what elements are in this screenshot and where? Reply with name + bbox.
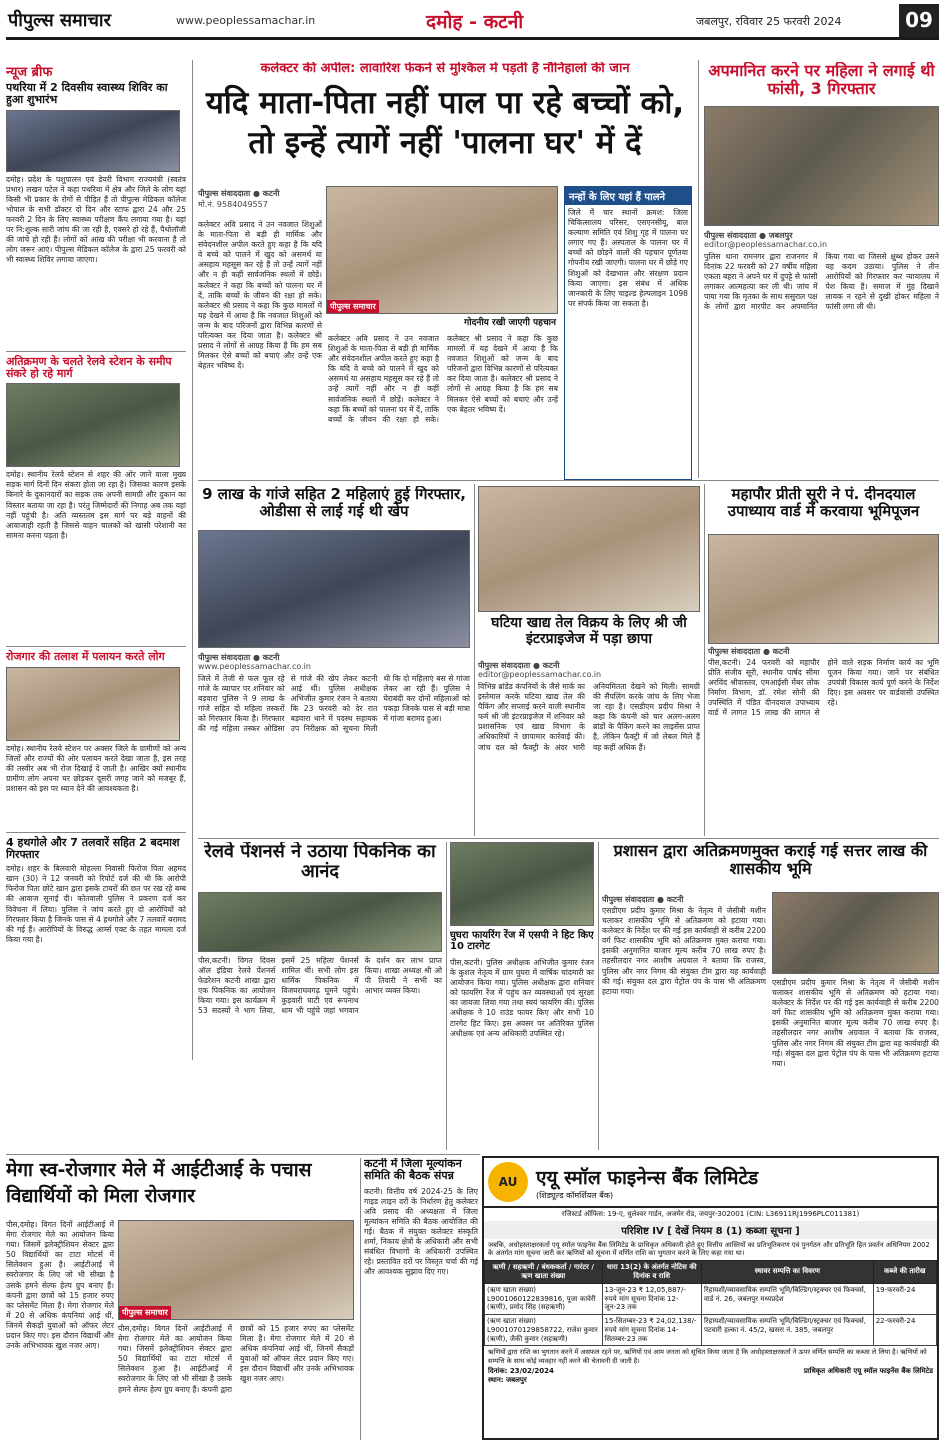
story-ganja <box>198 486 470 836</box>
dateline: जबलपुर, रविवार 25 फरवरी 2024 <box>696 15 842 28</box>
ad-col-date: कब्जे की तारीख <box>873 1260 936 1283</box>
lead-box-text: जिले में चार स्थानों क्रमश: जिला चिकित्सालय परिसर, एसएनसीयू, बाल कल्याण समिति एवं शिशु गृह में पालना घर लगाए गए हैं। अस्पताल के पालना घर में बच्चों को छोड़ने वालों की पहचान पूर्णतया गोपनीय रखी जाएगी। पालना घर में छोड़े गए शिशुओं को देखभाल और संरक्षण प्रदान किया जाएगा। इस संबंध में अधिक जानकारी के लिए चाइल्ड हेल्पलाइन 1098 पर संपर्क किया जा सकता है। <box>568 208 688 308</box>
ad-cell: 19-फरवरी-24 <box>873 1283 936 1314</box>
hang-photo <box>704 106 939 226</box>
edition-title: दमोह - कटनी <box>426 11 524 33</box>
ad-date: दिनांक: 23/02/2024 <box>488 1366 554 1375</box>
lead-text-col1: कलेक्टर अवि प्रसाद ने उन नवजात शिशुओं के माता-पिता से बड़ी ही मार्मिक और संवेदनशील अपील करते हुए कहा है कि यदि वे बच्चे को पालने में खुद को असमर्थ या असहाय महसूस कर रहे हैं तो उन्हें त्यागें नहीं और न ही कहीं सार्वजनिक स्थलों में छोड़ें। कलेक्टर ने कहा कि बच्चों को पालना घर में दें, ताकि बच्चों के जीवन की रक्षा हो सके। कलेक्टर श्री प्रसाद ने कहा कि कुछ मामलों में यह देखने में आया है कि नवजात शिशुओं को जन्म के बाद परिजनों द्वारा विभिन्न कारणों से परित्यक्त कर दिया जाता है। कलेक्टर श्री प्रसाद ने लोगों से आग्रह किया है कि हम सब मिलकर ऐसे बच्चों को बचाएं और उन्हें एक बेहतर भविष्य दें। <box>198 220 322 371</box>
ad-cell: 13-जून-23 ₹ 12,05,887/- रुपये मांग सूचना दिनांक 12-जून-23 तक <box>602 1283 701 1314</box>
lead-sidebox <box>564 186 692 480</box>
oil-text: विभिन्न ब्रांडेड कंपनियों के जैसे मार्क का इस्तेमाल करके घटिया खाद्य तेल की पैकिंग और सप्लाई करने वाली स्थानीय फर्म श्री जी इंटरप्राइजेज में शनिवार को प्रशासनिक एवं खाद्य विभाग के अधिकारियों ने छापामार कार्रवाई की। जांच दल को फैक्ट्री के अंदर भारी अनियमितता देखने को मिली। सामग्री की सैंपलिंग करके जांच के लिए भेजा जा रहा है। एसडीएम प्रदीप मिश्रा ने कहा कि कंपनी को चार अलग-अलग ब्रांडों के पैकिंग करने का लाइसेंस प्राप्त है, लेकिन फैक्ट्री में जो लेबल मिले हैं वह कहीं अधिक हैं। <box>478 682 700 752</box>
ad-table <box>484 1260 937 1347</box>
bank-logo: AU <box>488 1162 528 1202</box>
ganja-text: जिले में तेजी से फल फूल रहे गांजे के व्यापार पर शनिवार को बड़वारा पुलिस ने 9 लाख के गांजे सहित दो महिला तस्करों को गिरफ्तार किया है। गिरफ्तार की गई महिला तस्कर ओडिसा से गांजे की खेप लेकर कटनी आई थीं। पुलिस अधीक्षक अभिजीत कुमार रंजन ने बताया कि 23 फरवरी को देर रात बड़वारा थाने में पदस्थ सहायक उप निरीक्षक को सूचना मिली थी कि दो महिलाएं बस से गांजा लेकर आ रही हैं। पुलिस ने घेराबंदी कर दोनों महिलाओं को पकड़ा जिनके पास से बड़ी मात्रा में गांजा बरामद हुआ। <box>198 674 470 734</box>
table-row <box>485 1283 937 1314</box>
iti-photo <box>118 1220 354 1320</box>
site-url[interactable]: www.peoplessamachar.in <box>176 14 316 27</box>
oil-byline: पीपुल्स संवाददाता ● कटनी <box>478 661 560 670</box>
oil-photo <box>478 486 700 612</box>
brief-2-title[interactable]: अतिक्रमण के चलते रेलवे स्टेशन के समीप संकरे हो रहे मार्ग <box>6 351 186 381</box>
page-number: 09 <box>899 4 939 37</box>
iti-photo-tag: पीपुल्स समाचार <box>119 1306 171 1319</box>
masthead <box>6 4 939 40</box>
brief-1-title[interactable]: पथरिया में 2 दिवसीय स्वास्थ्य शिविर का हुआ शुभारंभ <box>6 81 168 107</box>
lead-story <box>198 62 692 482</box>
ad-title: एयू स्मॉल फाइनेन्स बैंक लिमिटेड <box>536 1166 759 1189</box>
brand-logo[interactable]: पीपुल्स समाचार <box>8 10 111 31</box>
encroach-text-col2: एसडीएम प्रदीप कुमार मिश्रा के नेतृत्व में जेसीबी मशीन चलाकर शासकीय भूमि से अतिक्रमण को हटाया गया। कलेक्टर के निर्देश पर की गई इस कार्यवाही से करीब 2200 वर्ग फिट शासकीय भूमि को अतिक्रमण मुक्त कराया गया। इसकी अनुमानित बाजार मूल्य करीब 70 लाख रुपए है। तहसीलदार नगर आशीष अग्रवाल ने बताया कि राजस्व, पुलिस और नगर निगम की संयुक्त टीम द्वारा यह कार्यवाही की गई। संयुक्त दल द्वारा पेट्रोल पंप के पास भी अतिक्रमण हटाया गया। <box>772 978 939 1068</box>
news-brief-column <box>6 62 186 1062</box>
encroach-text-col1: एसडीएम प्रदीप कुमार मिश्रा के नेतृत्व में जेसीबी मशीन चलाकर शासकीय भूमि से अतिक्रमण को हटाया गया। कलेक्टर के निर्देश पर की गई इस कार्यवाही से करीब 2200 वर्ग फिट शासकीय भूमि को अतिक्रमण मुक्त कराया गया। इसकी अनुमानित बाजार मूल्य करीब 70 लाख रुपए है। तहसीलदार नगर आशीष अग्रवाल ने बताया कि राजस्व, पुलिस और नगर निगम की संयुक्त टीम द्वारा यह कार्यवाही की गई। संयुक्त दल द्वारा पेट्रोल पंप के पास भी अतिक्रमण हटाया गया। <box>602 906 766 996</box>
brief-3-text: दमोह। स्थानीय रेलवे स्टेशन पर अक्सर जिले के ग्रामीणों को अन्य जिलों और राज्यों की ओर पलायन करते देखा जाता है, इस तरह की तस्वीर अब भी रोज दिखाई दे जाती है। आखिर क्यों स्थानीय ग्रामीण लोग अपना घर छोड़कर दूसरी जगह जाने को मजबूर हैं, प्रशासन को इस पर ध्यान देने की आवश्यकता है। <box>6 743 186 793</box>
ad-cell: रिहायशी/व्यावसायिक सम्पत्ति भूमि/बिल्डिंग/स्ट्रक्चर एवं फिक्चर्स, वार्ड नं. 26, जबलपुर मध्यप्रदेश <box>701 1283 873 1314</box>
firing-headline[interactable]: घुघरा फायरिंग रेंज में एसपी ने हिट किए 10 टारगेट <box>450 930 594 953</box>
firing-photo <box>450 842 594 926</box>
ad-office: रजिस्टर्ड ऑफिस: 19-ए, धुलेश्वर गार्डन, अजमेर रोड, जयपुर-302001 (CIN: L36911RJ1996PLC011381) <box>561 1210 860 1218</box>
bhoomi-headline[interactable]: महापौर प्रीती सूरी ने पं. दीनदयाल उपाध्याय वार्ड में करवाया भूमिपूजन <box>727 486 920 520</box>
brief-2-text: दमोह। स्थानीय रेलवे स्टेशन से शहर की ओर जाने वाला मुख्य सड़क मार्ग दिनों दिन संकरा होता जा रहा है। जिसका कारण इसके किनारे के दुकानदारों का सड़क तक अपनी सामग्री और दुकान का विस्तार बताया जा रहा है। परंतु जिम्मेदारों की निगाह अब तक यहां नहीं पहुंची है। अति व्यस्ततम इस मार्ग पर बड़े वाहनों की आवाजाही रहती है जिससे वाहन चालकों को खासी परेशानी का सामना करना पड़ता है। <box>6 470 186 540</box>
ad-notice: परिशिष्ट IV [ देखें नियम 8 (1) कब्जा सूचना ] <box>484 1221 937 1239</box>
pension-photo <box>198 892 442 952</box>
lead-text-col2: कलेक्टर अवि प्रसाद ने उन नवजात शिशुओं के माता-पिता से बड़ी ही मार्मिक और संवेदनशील अपील करते हुए कहा है कि यदि वे बच्चे को पालने में खुद को असमर्थ या असहाय महसूस कर रहे हैं तो उन्हें त्यागें नहीं और न ही कहीं सार्वजनिक स्थलों में छोड़ें। कलेक्टर ने कहा कि बच्चों को पालना घर में दें, ताकि बच्चों के जीवन की रक्षा हो सके। कलेक्टर श्री प्रसाद ने कहा कि कुछ मामलों में यह देखने में आया है कि नवजात शिशुओं को जन्म के बाद परिजनों द्वारा विभिन्न कारणों से परित्यक्त कर दिया जाता है। कलेक्टर श्री प्रसाद ने लोगों से आग्रह किया है कि हम सब मिलकर ऐसे बच्चों को बचाएं और उन्हें एक बेहतर भविष्य दें। <box>328 334 558 424</box>
ad-col-borrower: ऋणी / सहऋणी / बंधककर्ता / गारंटर / ऋण खाता संख्या <box>485 1260 603 1283</box>
oil-headline[interactable]: घटिया खाद्य तेल विक्रय के लिए श्री जी इंटरप्राइजेज में पड़ा छापा <box>491 615 687 647</box>
story-pension <box>198 842 442 1152</box>
story-firing <box>450 842 594 1152</box>
brief-1-text: दमोह। प्रदेश के पशुपालन एवं डेयरी विभाग राज्यमंत्री (स्वतंत्र प्रभार) लखन पटेल ने कहा पथरिया में क्षेत्र और जिले के लोग यहां किसी भी प्रकार के रोगों से पीड़ित हैं तो पीपुल्स मेडिकल कॉलेज भोपाल के सभी डॉक्टर दो दिन और स्टाफ द्वारा 24 और 25 फरवरी 2 दिन के लिए स्वास्थ्य परीक्षण कैंप लगाया गया है। यहां पर नि:शुल्क सारी जांच की जा रही है, एक्सरे हो रहे हैं, पैथोलॉजी की जांचे हो रही हैं। लोगों को आंख की परीक्षा भी करवाना है तो लोग जरूर आएं। पीपुल्स मेडिकल कॉलेज के द्वारा 25 फरवरी को भी स्वास्थ्य शिविर लगाया जाएगा। <box>6 174 186 265</box>
brief-3-title[interactable]: रोजगार की तलाश में पलायन करते लोग <box>6 646 186 663</box>
meeting-headline[interactable]: कटनी में जिला मूल्यांकन समिति की बैठक संपन्न <box>364 1158 462 1183</box>
ad-cell: (ऋण खाता संख्या) L9001060122839816, पूजा कावेरी (ऋणी), प्रमोद सिंह (सहऋणी) <box>485 1283 603 1314</box>
story-iti <box>6 1158 356 1440</box>
hang-byline: पीपुल्स संवाददाता ● जबलपुर <box>704 231 793 240</box>
ad-footer: ऋणियों द्वारा राशि का भुगतान करने में असफल रहने पर, ऋणियों एवं आम जनता को सूचित किया जाता है कि अधोहस्ताक्षरकर्ता ने ऊपर वर्णित सम्पत्ति का कब्जा ले लिया है। ऋणियों को सम्पत्ति के साथ कोई व्यवहार नहीं करने की चेतावनी दी जाती है। <box>488 1348 927 1365</box>
brief-4-title[interactable]: 4 हथगोले और 7 तलवारें सहित 2 बदमाश गिरफ्तार <box>6 832 186 862</box>
bank-notice-ad <box>482 1156 939 1440</box>
brief-3-photo <box>6 667 180 741</box>
ganja-site[interactable]: www.peoplessamachar.co.in <box>198 662 311 671</box>
pension-text: पीस,कटनी। विगत दिवस ऑल इंडिया रेलवे पेंशनर्स फेडरेशन कटनी शाखा द्वारा एक पिकनिक का आयोजन किया गया। इस कार्यक्रम में 53 सदस्यों ने भाग लिया, इसमें 25 महिला पेंशनर्स शामिल थीं। सभी लोग इस धार्मिक पिकनिक में विजयराघवगढ़ घूमने पहुंचे। कुड़वारी घाटी एवं रूपनाथ धाम भी पहुंचे जहां भगवान के दर्शन कर लाभ प्राप्त किया। शाखा अध्यक्ष श्री ओ पी तिवारी ने सभी का आभार व्यक्त किया। <box>198 956 442 1016</box>
lead-kicker: कलेक्टर की अपील: लावारिश फेकने से मुश्किल में पड़ती है नौनिहालों की जान <box>260 62 630 76</box>
ad-sign: प्राधिकृत अधिकारी एयू स्मॉल फाइनेंस बैंक लिमिटेड <box>803 1366 933 1375</box>
ad-col-property: स्थावर सम्पत्ति का विवरण <box>701 1260 873 1283</box>
story-oil <box>478 486 700 836</box>
encroach-photo <box>772 892 939 974</box>
meeting-text: कटनी। वित्तीय वर्ष 2024-25 के लिए गाइड लाइन दरों के निर्धारण हेतु कलेक्टर अवि प्रसाद की अध्यक्षता में जिला मूल्यांकन समिति की बैठक आयोजित की गई। बैठक में संयुक्त कलेक्टर संस्कृति शर्मा, निकाय क्षेत्रों के अधिकारी और सभी संबंधित विभागों के अधिकारी उपस्थित रहे। प्रस्तावित दरों पर विस्तृत चर्चा की गई और आवश्यक सुझाव दिए गए। <box>364 1186 478 1277</box>
encroach-headline[interactable]: प्रशासन द्वारा अतिक्रमणमुक्त कराई गई सत्तर लाख की शासकीय भूमि <box>613 842 928 878</box>
lead-mobile: मो.नं. 9584049557 <box>198 200 268 209</box>
lead-photo-caption: गोदनीय रखी जाएगी पहचान <box>464 318 556 328</box>
brief-label: न्यूज ब्रीफ <box>6 65 53 80</box>
encroach-byline: पीपुल्स संवाददाता ● कटनी <box>602 895 684 904</box>
hang-headline[interactable]: अपमानित करने पर महिला ने लगाई थी फांसी, 3 गिरफ्तार <box>708 62 935 98</box>
iti-text-col1: पीस,दमोह। विगत दिनों आईटीआई में मेगा रोजगार मेले का आयोजन किया गया। जिसमें इलेक्ट्रीशियन सेक्टर द्वारा 50 विद्यार्थियों का टाटा मोटर्स में सिलेक्शन हुआ है। आईटीआई में स्वरोजगार के लिए जो भी सीखा है उसके हमने सेल्फ हेल्प ग्रुप बनाए हैं। कंपनी द्वारा छात्रों को 15 हजार रुपए का प्लेसमेंट मिला है। मेगा रोजगार मेले में 20 से अधिक कंपनियां आई थीं, जिनमें सैकड़ों युवाओं को ऑफर लेटर प्रदान किए गए। इस दौरान विद्यार्थी और उनके अभिभावक खुश नजर आए। <box>6 1220 114 1351</box>
bhoomi-photo <box>708 534 939 644</box>
story-hang <box>704 62 939 478</box>
lead-box-title: नन्हों के लिए यहां हैं पालने <box>565 187 691 205</box>
brief-2-photo <box>6 383 180 467</box>
ad-cell: (ऋण खाता संख्या) L9001070129858722, राजेश कुमार (ऋणी), जैकी कुमार (सहऋणी) <box>485 1315 603 1346</box>
ganja-photo <box>198 530 470 648</box>
brief-1-photo <box>6 110 180 172</box>
lead-byline: पीपुल्स संवाददाता ● कटनी <box>198 189 280 198</box>
ad-col-notice: धारा 13(2) के अंतर्गत नोटिस की दिनांक व राशि <box>602 1260 701 1283</box>
bhoomi-text: पीस,कटनी। 24 फरवरी को महापौर प्रीति संजीव सूरी, स्थानीय पार्षद सीमा अरविंद श्रीवास्तव, एमआईसी मेंबर लोक निर्माण विभाग, डॉ. रमेश सोनी की उपस्थिति में पंडित दीनदयाल उपाध्याय वार्ड में लागत 15 लाख की लागत से होने वाले सड़क निर्माण कार्य का भूमि पूजन किया गया। जाने पर संबंधित उपयंत्री विकास कार्य पूर्ण करने के निर्देश दिए। इस अवसर पर वार्डवासी उपस्थित रहे। <box>708 658 939 718</box>
ad-cell: 15-सितम्बर-23 ₹ 24,02,138/- रुपये मांग सूचना दिनांक 14-सितम्बर-23 तक <box>602 1315 701 1346</box>
hang-text: पुलिस थाना रामनगर द्वारा राजनगर में दिनांक 22 फरवरी को 27 वर्षीय महिला एकता बहरा ने अपने घर में दुपट्टे से फांसी लगाकर आत्महत्या कर ली थी। जांच में पाया गया कि मृतका के साथ ससुराल पक्ष के लोगों द्वारा मारपीट कर अपमानित किया गया था जिससे क्षुब्ध होकर उसने यह कदम उठाया। पुलिस ने तीन आरोपियों को गिरफ्तार कर न्यायालय में पेश किया है। समाज में मुंह दिखाने लायक न रहने से दुखी होकर महिला ने फांसी लगा ली थी। <box>704 252 939 312</box>
lead-headline[interactable]: यदि माता-पिता नहीं पाल पा रहे बच्चों को, तो इन्हें त्यागें नहीं 'पालना घर' में दें <box>205 84 685 161</box>
story-encroach <box>602 842 939 1152</box>
ad-place: स्थान: जबलपुर <box>488 1375 527 1384</box>
firing-text: पीस,कटनी। पुलिस अधीक्षक अभिजीत कुमार रंजन के कुशल नेतृत्व में ग्राम घुघरा में वार्षिक चांदमारी का आयोजन किया गया। पुलिस अधीक्षक द्वारा शनिवार को फायरिंग रेंज में पहुंच कर व्यवस्थाओं एवं सुरक्षा का जायजा लिया गया तथा स्वयं फायरिंग की। पुलिस अधीक्षक ने 10 राउंड फायर किए और सभी 10 टारगेट हिट किए। इस अवसर पर अतिरिक्त पुलिस अधीक्षक एवं अन्य अधिकारी उपस्थित रहे। <box>450 958 594 1038</box>
ganja-headline[interactable]: 9 लाख के गांजे सहित 2 महिलाएं हुई गिरफ्तार, ओडीसा से लाई गई थी खेप <box>202 486 466 520</box>
story-bhoomi <box>708 486 939 836</box>
ad-cell: रिहायशी/व्यावसायिक सम्पत्ति भूमि/बिल्डिंग/स्ट्रक्चर एवं फिक्चर्स, पटवारी हल्का नं. 45/2, खसरा नं. 385, जबलपुर <box>701 1315 873 1346</box>
oil-email: editor@peoplessamachar.co.in <box>478 670 602 679</box>
ad-cell: 22-फरवरी-24 <box>873 1315 936 1346</box>
story-meeting <box>364 1158 478 1440</box>
lead-photo <box>326 186 558 314</box>
ad-subtitle: (शिड्यूल्ड कॉमर्शियल बैंक) <box>536 1190 614 1200</box>
iti-text-col2: पीस,दमोह। विगत दिनों आईटीआई में मेगा रोजगार मेले का आयोजन किया गया। जिसमें इलेक्ट्रीशियन सेक्टर द्वारा 50 विद्यार्थियों का टाटा मोटर्स में सिलेक्शन हुआ है। आईटीआई में स्वरोजगार के लिए जो भी सीखा है उसके हमने सेल्फ हेल्प ग्रुप बनाए हैं। कंपनी द्वारा छात्रों को 15 हजार रुपए का प्लेसमेंट मिला है। मेगा रोजगार मेले में 20 से अधिक कंपनियां आई थीं, जिनमें सैकड़ों युवाओं को ऑफर लेटर प्रदान किए गए। इस दौरान विद्यार्थी और उनके अभिभावक खुश नजर आए। <box>118 1324 354 1394</box>
table-row <box>485 1315 937 1346</box>
bhoomi-byline: पीपुल्स संवाददाता ● कटनी <box>708 647 790 656</box>
pension-headline[interactable]: रेलवे पेंशनर्स ने उठाया पिकनिक का आनंद <box>204 842 436 883</box>
brief-4-text: दमोह। शहर के बिलवारी मोहल्ला निवासी फिरोज पिता अहमद खान (30) ने 12 जनवरी को रिपोर्ट दर्ज की थी कि आरोपी फिरोज पिता छोटे खान द्वारा इसके टायरों की छत पर रख रहे बम्ब की आवाज सुनाई दी। कोतवाली पुलिस ने प्रकरण दर्ज कर विवेचना में लिया। पुलिस ने जांच करते हुए दो आरोपियों को गिरफ्तार किया है जिनके पास से 4 हथगोले और 7 तलवारें बरामद की गई हैं। आरोपियों के विरुद्ध आर्म्स एक्ट के तहत मामला दर्ज किया गया है। <box>6 864 186 944</box>
ganja-byline: पीपुल्स संवाददाता ● कटनी <box>198 653 280 662</box>
hang-email: editor@peoplessamachar.co.in <box>704 240 828 249</box>
lead-photo-tag: पीपुल्स समाचार <box>327 300 379 313</box>
iti-headline[interactable]: मेगा स्व-रोजगार मेले में आईटीआई के पचास विद्यार्थियों को मिला रोजगार <box>6 1159 312 1207</box>
ad-intro: जबकि, अधोहस्ताक्षरकर्ता एयू स्मॉल फाइनेंस बैंक लिमिटेड के प्राधिकृत अधिकारी होते हुए वित्तीय आस्तियों का प्रतिभूतिकरण एवं पुनर्गठन और प्रतिभूति हित प्रवर्तन अधिनियम 2002 के अंतर्गत मांग सूचना जारी कर ऋणियों को सूचना में वर्णित राशि का भुगतान करने के लिए कहा गया था। <box>488 1241 930 1258</box>
